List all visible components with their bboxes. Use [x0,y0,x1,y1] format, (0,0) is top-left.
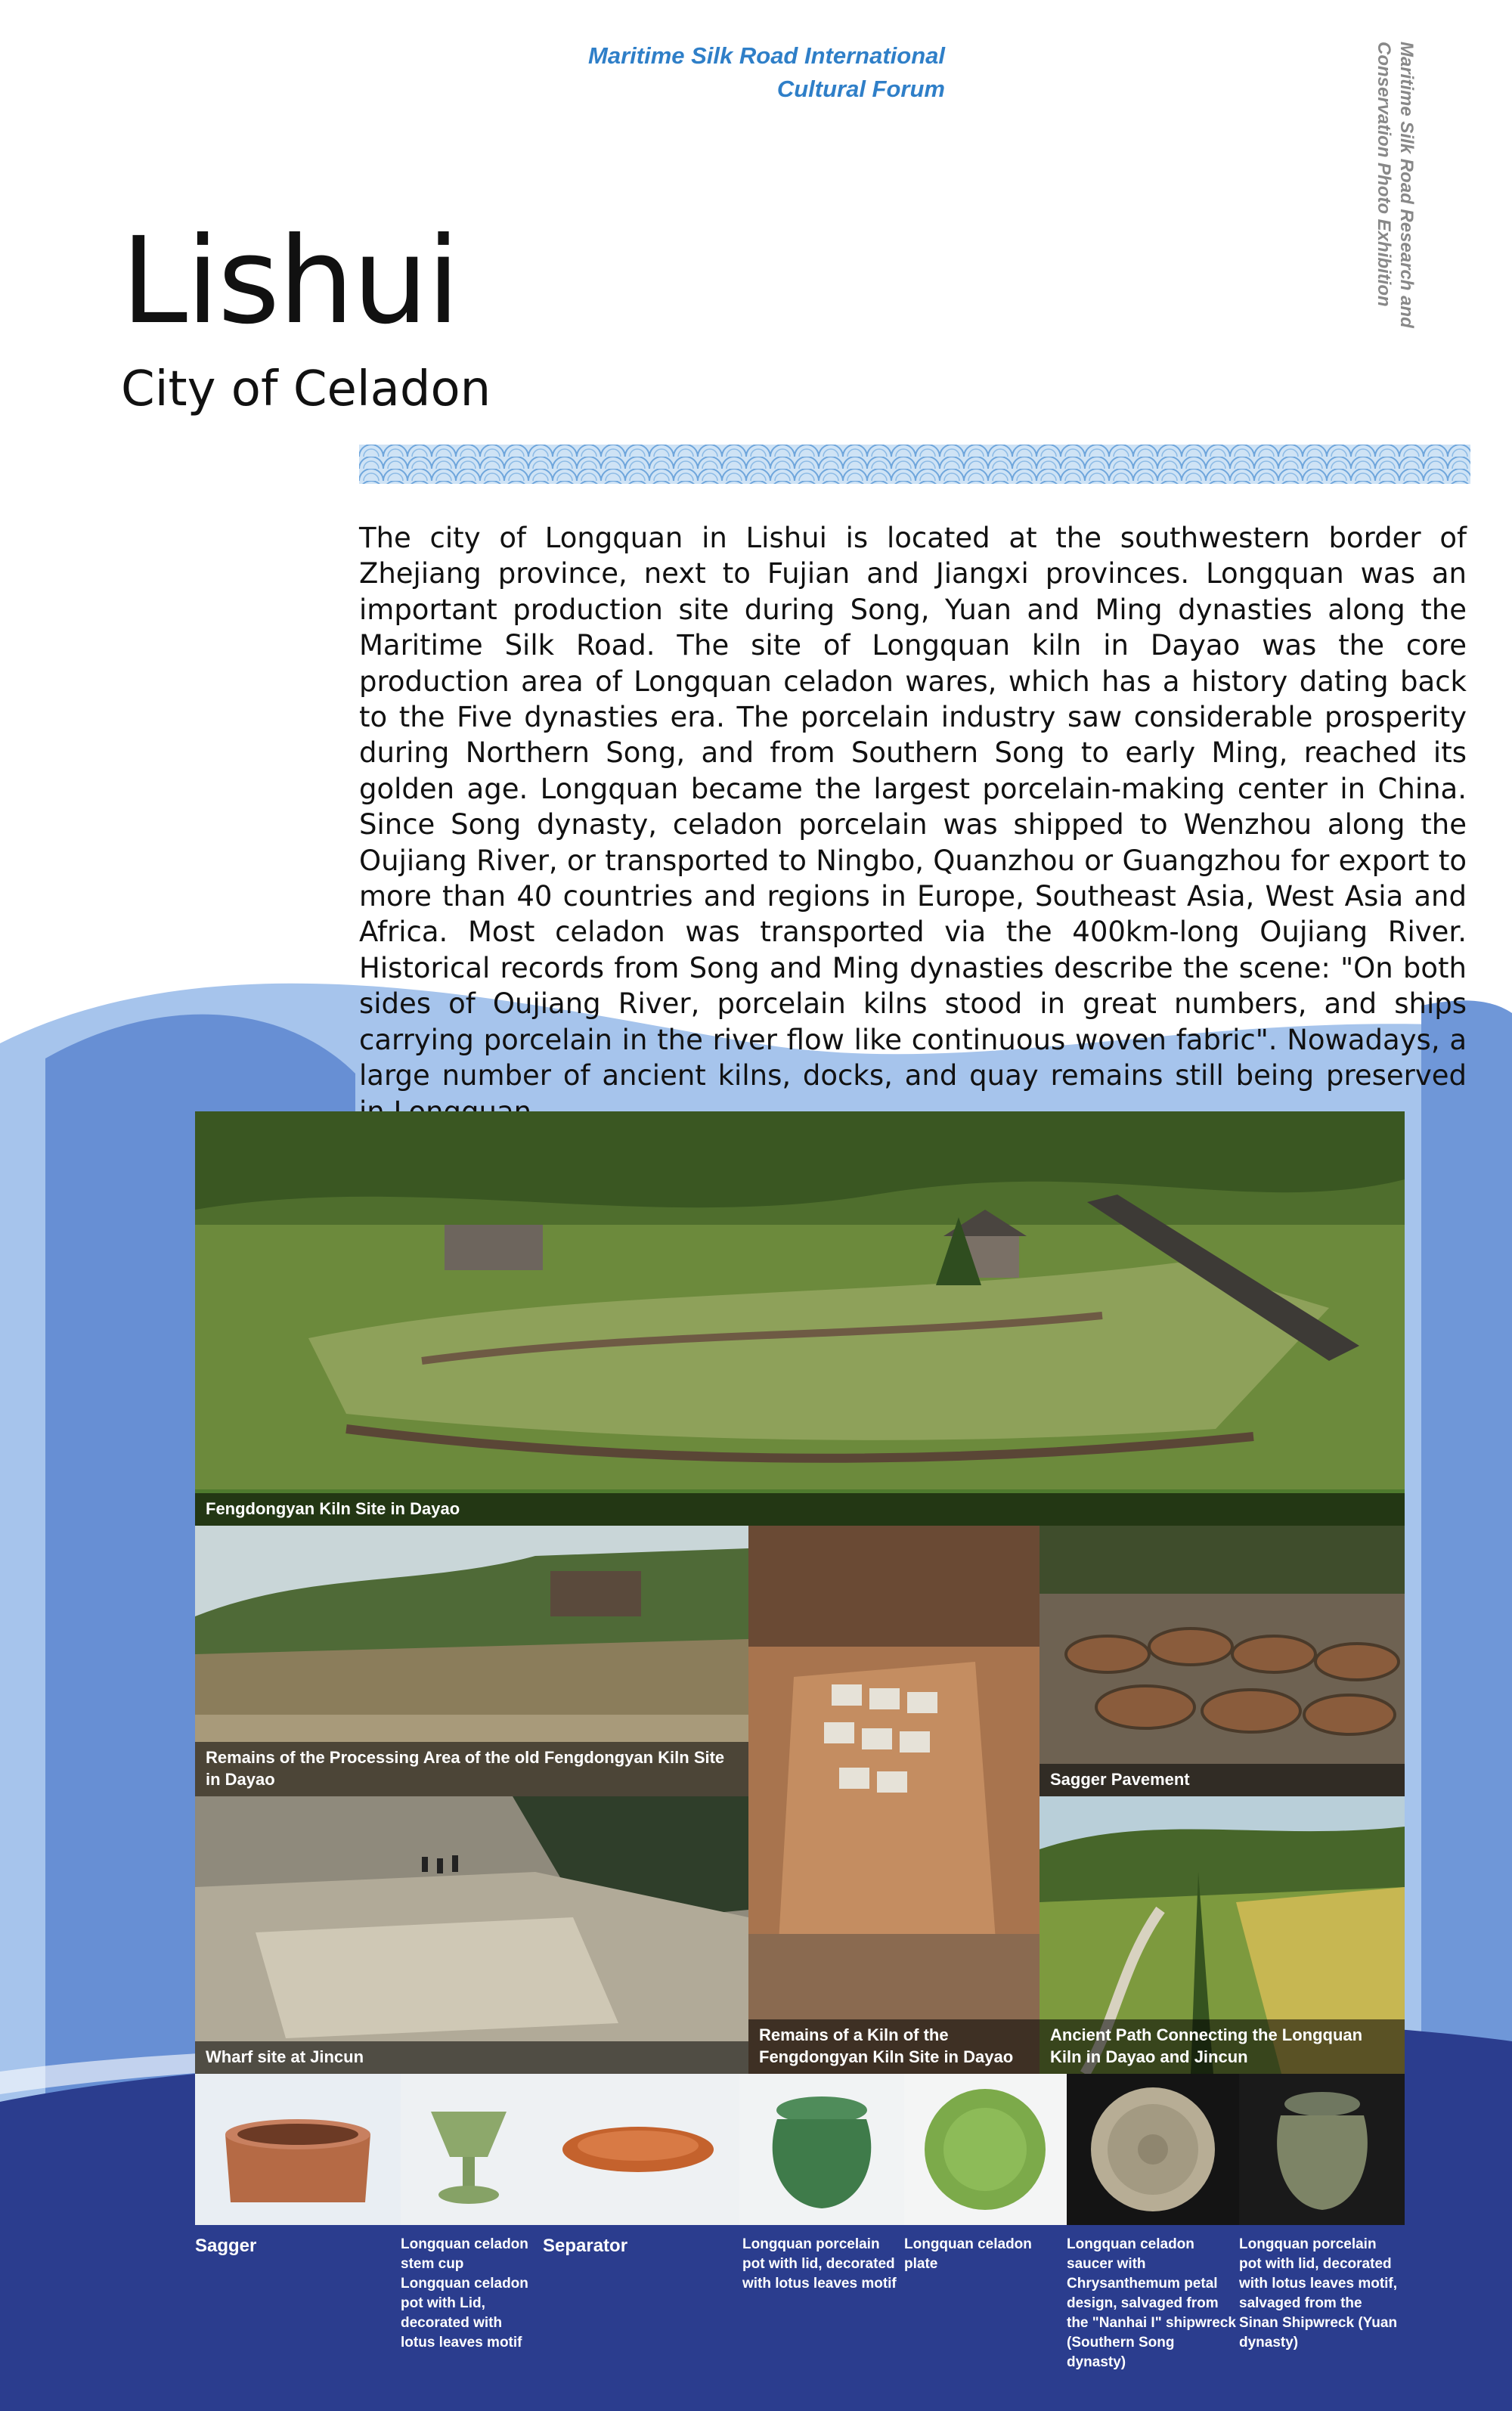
caption-sagger-pavement: Sagger Pavement [1040,1764,1405,1796]
forum-line-2: Cultural Forum [776,76,945,102]
caption-main-photo: Fengdongyan Kiln Site in Dayao [195,1493,1405,1526]
artifact-caption-separator: Separator [543,2236,628,2256]
page-subtitle: City of Celadon [121,361,491,417]
photo-wharf-site [195,1796,748,2074]
caption-kiln-remains: Remains of a Kiln of the Fengdongyan Kiln Site in Dayao [748,2019,1040,2074]
photo-sagger-pavement [1040,1526,1405,1796]
artifact-stem-cup-image [401,2074,537,2225]
artifact-caption-sagger: Sagger [195,2236,257,2256]
caption-processing-area: Remains of the Processing Area of the old Fengdongyan Kiln Site in Dayao [195,1742,748,1796]
artifact-separator-image [537,2074,739,2225]
artifact-sinan-pot-image [1239,2074,1405,2225]
photo-ancient-path [1040,1796,1405,2074]
artifact-caption-celadon-plate: Longquan celadon plate [904,2236,1032,2272]
artifact-caption-stem-cup: Longquan celadon stem cup Longquan celadon pot with Lid, decorated with lotus leaves motif [401,2236,528,2351]
artifact-sagger-image [195,2074,401,2225]
photo-fengdongyan-kiln-site [195,1111,1405,1526]
side-line-1: Maritime Silk Road Research and [1396,42,1417,328]
artifact-saucer-image [1067,2074,1239,2225]
artifact-caption-lotus-pot: Longquan porcelain pot with lid, decorated with lotus leaves motif [742,2236,897,2292]
forum-line-1: Maritime Silk Road International [588,42,945,69]
artifact-caption-saucer: Longquan celadon saucer with Chrysanthemum petal design, salvaged from the "Nanhai I" shipwreck (Southern Song dynasty) [1067,2236,1236,2370]
forum-header [454,39,945,106]
artifact-lotus-pot-image [739,2074,904,2225]
caption-ancient-path: Ancient Path Connecting the Longquan Kiln in Dayao and Jincun [1040,2019,1405,2074]
caption-wharf-site: Wharf site at Jincun [195,2041,748,2074]
exhibition-side-title [1372,42,1418,344]
artifact-caption-sinan-pot: Longquan porcelain pot with lid, decorated with lotus leaves motif, salvaged from the Sinan Shipwreck (Yuan dynasty) [1239,2236,1398,2351]
wave-pattern-band [359,445,1470,484]
photo-kiln-remains [748,1526,1040,2074]
page-title: Lishui [121,212,459,351]
artifact-celadon-plate-image [904,2074,1067,2225]
side-line-2: Conservation Photo Exhibition [1374,42,1394,307]
photo-processing-area [195,1526,748,1796]
body-paragraph: The city of Longquan in Lishui is located at the southwestern border of Zhejiang province, next to Fujian and Jiangxi provinces. Longquan was an important production site during Song, Yuan and Ming dynasties along the Maritime Silk Road. The site of Longquan kiln in Dayao was the core production area of Longquan celadon wares, which has a history dating back to the Five dynasties era. The porcelain industry saw considerable prosperity during Northern Song, and from Southern Song to early Ming, reached its golden age. Longquan became the largest porcelain-making center in China. Since Song dynasty, celadon porcelain was shipped to Wenzhou along the Oujiang River, or transported to Ningbo, Quanzhou or Guangzhou for export to more than 40 countries and regions in Europe, Southeast Asia, West Asia and Africa. Most celadon was transported via the 400km-long Oujiang River. Historical records from Song and Ming dynasties describe the scene: "On both sides of Oujiang River, porcelain kilns stood in great numbers, and ships carrying porcelain in the river flow like continuous woven fabric". Nowadays, a large number of ancient kilns, docks, and quay remains still being preserved [359,522,1467,1092]
